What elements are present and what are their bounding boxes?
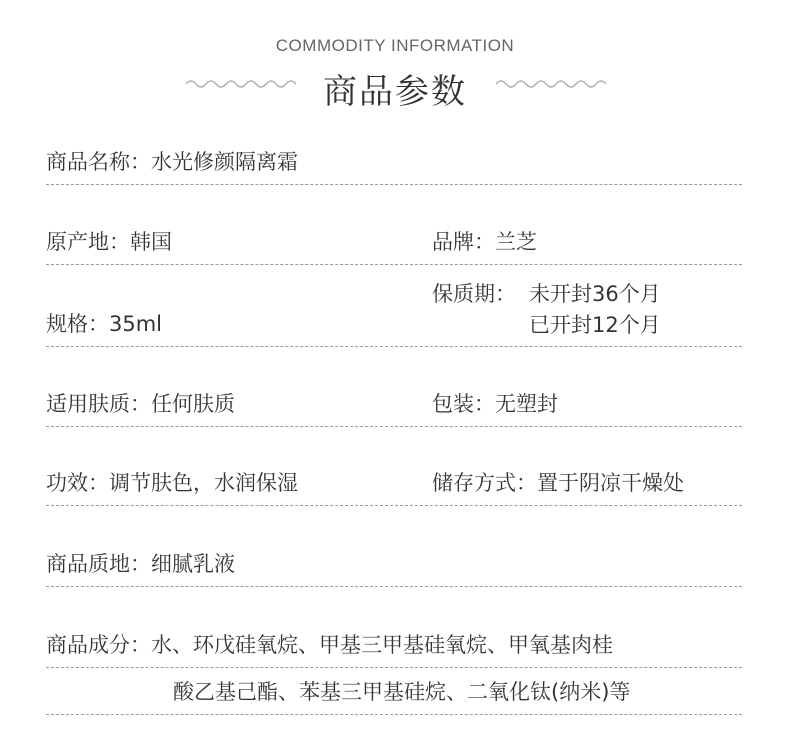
field-label: 适用肤质： — [46, 392, 151, 416]
field-label: 原产地： — [46, 230, 130, 254]
field-value: 韩国 — [130, 230, 172, 254]
row-spec-shelf-life — [46, 278, 742, 347]
field-label: 品牌： — [432, 230, 495, 254]
field-value: 调节肤色，水润保湿 — [109, 471, 298, 495]
field-value: 35ml — [109, 312, 163, 336]
field-label: 储存方式： — [432, 471, 537, 495]
field-texture — [46, 548, 235, 580]
field-value: 任何肤质 — [151, 392, 235, 416]
field-value: 水、环戊硅氧烷、甲基三甲基硅氧烷、甲氧基肉桂 — [151, 633, 613, 657]
field-product-name — [46, 146, 298, 178]
field-storage — [432, 467, 684, 499]
row-product-name — [46, 146, 742, 185]
field-shelf-life-label: 保质期： — [432, 282, 516, 306]
wave-decoration-right-icon — [496, 76, 606, 92]
field-package — [432, 388, 558, 420]
field-value: 无塑封 — [495, 392, 558, 416]
field-label: 商品成分： — [46, 633, 151, 657]
field-value: 兰芝 — [495, 230, 537, 254]
field-brand — [432, 226, 537, 258]
field-label: 功效： — [46, 471, 109, 495]
page-title: 商品参数 — [323, 72, 467, 112]
field-shelf-life-value-2: 已开封12个月 — [529, 313, 661, 337]
field-label: 商品质地： — [46, 552, 151, 576]
field-ingredients-value-2: 酸乙基己酯、苯基三甲基硅烷、二氧化钛(纳米)等 — [173, 680, 631, 704]
field-value: 细腻乳液 — [151, 552, 235, 576]
field-skin-type — [46, 388, 235, 420]
field-label: 商品名称： — [46, 150, 151, 174]
row-effect-storage — [46, 467, 742, 506]
field-shelf-life-value-1: 未开封36个月 — [529, 282, 661, 306]
field-value: 水光修颜隔离霜 — [151, 150, 298, 174]
field-label: 规格： — [46, 312, 109, 336]
field-effect — [46, 467, 298, 499]
field-value: 置于阴凉干燥处 — [537, 471, 684, 495]
field-label: 包装： — [432, 392, 495, 416]
field-ingredients — [46, 629, 613, 661]
field-spec — [46, 308, 162, 340]
row-origin-brand — [46, 226, 742, 265]
row-skin-type-package — [46, 388, 742, 427]
header-subtitle: COMMODITY INFORMATION — [275, 36, 515, 55]
field-origin — [46, 226, 172, 258]
row-ingredients-line-1 — [46, 629, 742, 668]
row-texture — [46, 548, 742, 587]
row-ingredients-line-2 — [46, 676, 742, 715]
